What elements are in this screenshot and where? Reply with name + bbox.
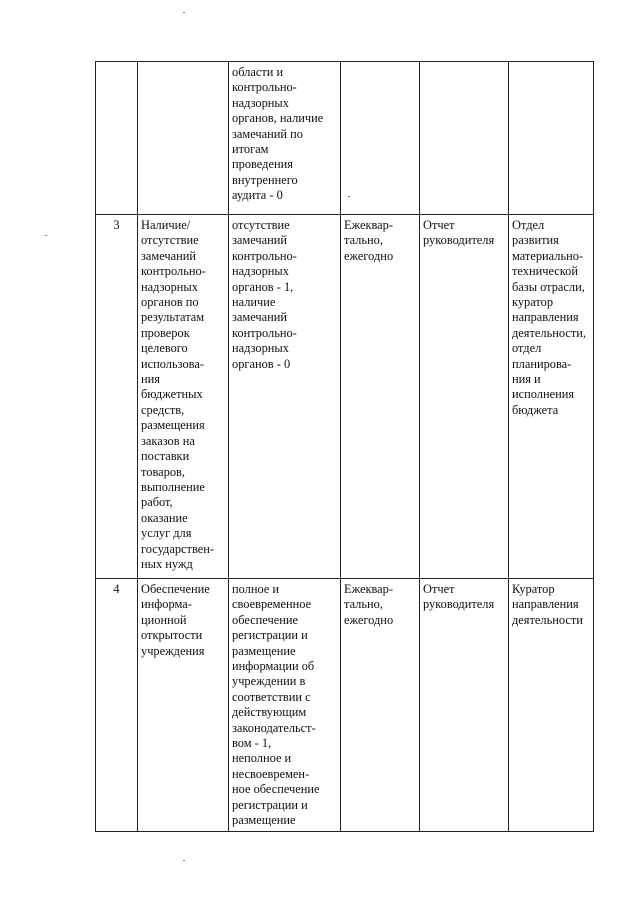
indicator-line: товаров, — [141, 464, 185, 479]
indicator-line: выполнение — [141, 479, 205, 494]
indicator-line: использова- — [141, 356, 204, 371]
indicator-line: информа- — [141, 597, 192, 612]
criteria-line: аудита - 0 — [232, 188, 283, 203]
row-number: 4 — [113, 582, 120, 596]
criteria-line: контрольно- — [232, 248, 297, 263]
indicator-line: Обеспечение — [141, 582, 210, 596]
indicator-line: заказов на — [141, 433, 195, 448]
criteria-line: ное обеспечение — [232, 782, 320, 797]
frequency-line: тально, — [344, 597, 383, 612]
responsible-cell — [509, 215, 594, 579]
indicator-line: средств, — [141, 402, 185, 417]
criteria-cell — [229, 62, 341, 215]
report-form-cell — [420, 215, 509, 579]
criteria-line: размещение — [232, 813, 296, 828]
criteria-line: надзорных — [232, 341, 289, 356]
criteria-cell — [229, 215, 341, 579]
criteria-line: несвоевремен- — [232, 766, 310, 781]
criteria-line: внутреннего — [232, 172, 298, 187]
table-row — [96, 215, 594, 579]
criteria-line: учреждении в — [232, 674, 306, 689]
indicator-line: учреждения — [141, 643, 205, 658]
criteria-line: отсутствие — [232, 218, 290, 232]
scan-speck — [183, 12, 185, 13]
indicator-line: поставки — [141, 449, 190, 464]
criteria-line: неполное и — [232, 751, 292, 766]
row-number-cell — [96, 62, 138, 215]
responsible-line: бюджета — [512, 402, 559, 417]
criteria-line: своевременное — [232, 597, 312, 612]
indicator-line: открытости — [141, 628, 203, 643]
indicator-line: результатам — [141, 310, 205, 325]
indicator-line: бюджетных — [141, 387, 203, 402]
report-form-line: руководителя — [423, 597, 495, 612]
criteria-line: контрольно- — [232, 80, 297, 95]
indicators-table — [95, 61, 594, 832]
responsible-line: материально- — [512, 248, 584, 263]
report-form-cell — [420, 62, 509, 215]
indicator-line: проверок — [141, 325, 190, 340]
criteria-line: замечаний — [232, 233, 288, 248]
responsible-cell — [509, 579, 594, 832]
responsible-line: технической — [512, 264, 578, 279]
responsible-line: отдел — [512, 341, 542, 356]
table-body — [96, 62, 594, 832]
criteria-line: обеспечение — [232, 612, 298, 627]
indicator-line: оказание — [141, 510, 188, 525]
indicator-line: ционной — [141, 612, 187, 627]
criteria-line: проведения — [232, 157, 293, 172]
criteria-line: итогам — [232, 142, 269, 157]
scan-speck — [183, 860, 185, 861]
responsible-line: деятельности, — [512, 325, 587, 340]
responsible-line: куратор — [512, 295, 554, 310]
criteria-line: регистрации и — [232, 797, 308, 812]
frequency-line: ежегодно — [344, 612, 394, 627]
criteria-line: надзорных — [232, 264, 289, 279]
indicator-line: работ, — [141, 495, 173, 510]
criteria-line: органов, наличие — [232, 111, 324, 126]
report-form-line: Отчет — [423, 218, 455, 232]
scan-speck — [45, 235, 47, 236]
table-row — [96, 579, 594, 832]
criteria-line: законодательст- — [232, 720, 316, 735]
responsible-line: планирова- — [512, 356, 572, 371]
responsible-cell — [509, 62, 594, 215]
responsible-line: Отдел — [512, 218, 545, 232]
indicator-line: отсутствие — [141, 233, 199, 248]
frequency-cell — [341, 215, 420, 579]
frequency-line: Ежеквар- — [344, 218, 393, 232]
scan-speck — [348, 196, 350, 197]
criteria-line: соответствии с — [232, 689, 311, 704]
indicator-line: услуг для — [141, 526, 192, 541]
criteria-cell — [229, 579, 341, 832]
indicator-line: целевого — [141, 341, 188, 356]
criteria-line: наличие — [232, 295, 276, 310]
indicator-cell — [138, 579, 229, 832]
report-form-cell — [420, 579, 509, 832]
responsible-line: Куратор — [512, 582, 555, 596]
criteria-line: действующим — [232, 705, 307, 720]
indicator-line: контрольно- — [141, 264, 206, 279]
criteria-line: надзорных — [232, 95, 289, 110]
responsible-line: направления — [512, 597, 579, 612]
frequency-line: тально, — [344, 233, 383, 248]
criteria-line: замечаний — [232, 310, 288, 325]
indicator-line: государствен- — [141, 541, 214, 556]
criteria-line: замечаний по — [232, 126, 303, 141]
indicator-line: ния — [141, 372, 160, 387]
indicator-line: размещения — [141, 418, 205, 433]
criteria-line: размещение — [232, 643, 296, 658]
frequency-cell — [341, 62, 420, 215]
row-number-cell — [96, 215, 138, 579]
indicator-cell — [138, 215, 229, 579]
indicator-line: замечаний — [141, 248, 197, 263]
table-row — [96, 62, 594, 215]
report-form-line: Отчет — [423, 582, 455, 596]
responsible-line: направления — [512, 310, 579, 325]
criteria-line: области и — [232, 65, 284, 79]
indicator-line: надзорных — [141, 279, 198, 294]
criteria-line: вом - 1, — [232, 736, 272, 751]
indicator-line: ных нужд — [141, 556, 193, 571]
criteria-line: полное и — [232, 582, 280, 596]
criteria-line: контрольно- — [232, 325, 297, 340]
frequency-cell — [341, 579, 420, 832]
criteria-line: регистрации и — [232, 628, 308, 643]
criteria-line: органов - 1, — [232, 279, 294, 294]
responsible-line: деятельности — [512, 612, 583, 627]
indicator-cell — [138, 62, 229, 215]
criteria-line: информации об — [232, 659, 315, 674]
indicator-line: Наличие/ — [141, 218, 191, 232]
row-number: 3 — [113, 218, 120, 232]
frequency-line: ежегодно — [344, 248, 394, 263]
responsible-line: базы отрасли, — [512, 279, 585, 294]
indicator-line: органов по — [141, 295, 199, 310]
report-form-line: руководителя — [423, 233, 495, 248]
responsible-line: развития — [512, 233, 559, 248]
responsible-line: ния и — [512, 372, 541, 387]
frequency-line: Ежеквар- — [344, 582, 393, 596]
responsible-line: исполнения — [512, 387, 575, 402]
row-number-cell — [96, 579, 138, 832]
criteria-line: органов - 0 — [232, 356, 291, 371]
